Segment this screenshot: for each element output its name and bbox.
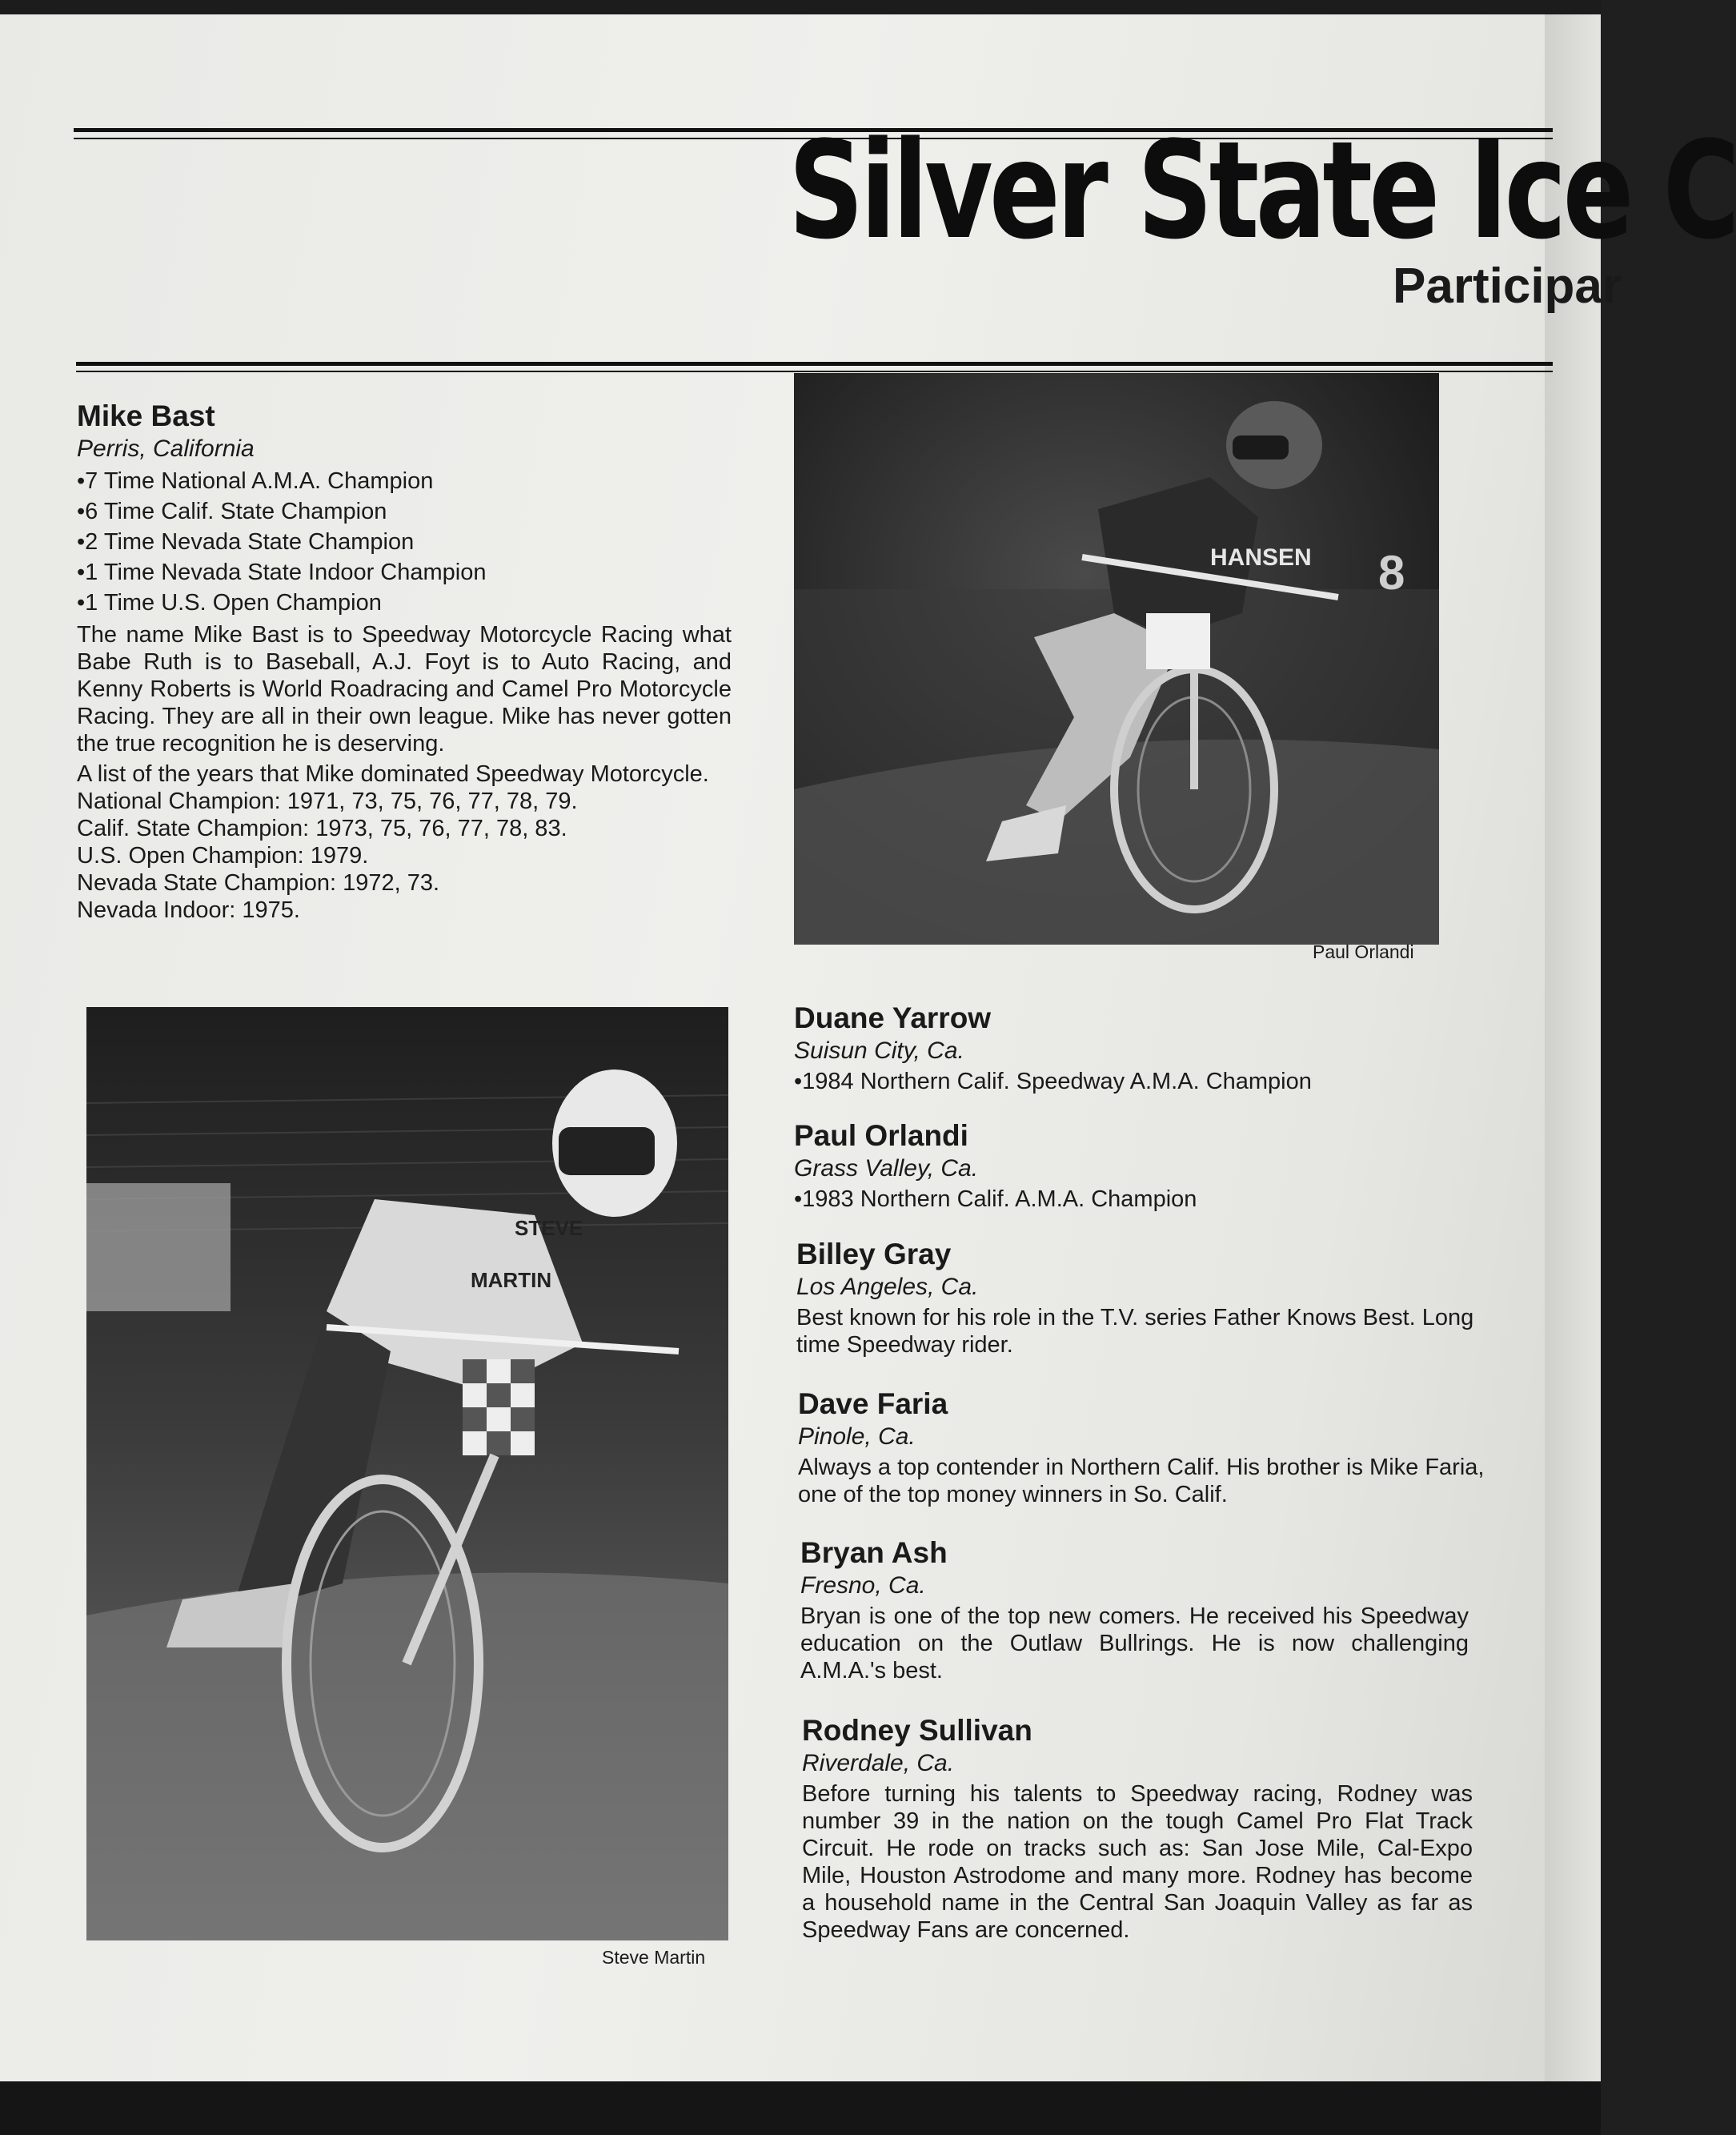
list-item: • 7 Time National A.M.A. Champion <box>77 466 732 496</box>
photo-caption: Paul Orlandi <box>1313 941 1414 962</box>
list-item: National Champion: 1971, 73, 75, 76, 77, 78, 79. <box>77 789 578 814</box>
photo-caption: Steve Martin <box>602 1947 706 1968</box>
rider-mike-bast <box>77 399 732 924</box>
rider-name: Bryan Ash <box>800 1536 948 1569</box>
rider-rodney-sullivan <box>802 1713 1473 1944</box>
rider-hometown: Perris, California <box>77 435 255 462</box>
rider-bio: Best known for his role in the T.V. series Father Knows Best. Long time Speedway rider. <box>796 1305 1474 1358</box>
rider-paul-orlandi <box>794 1118 1490 1214</box>
background-edge-top <box>0 0 1601 14</box>
rider-name: Billey Gray <box>796 1238 952 1270</box>
page-title: Silver State Ice C <box>788 112 1736 269</box>
list-item: Nevada State Champion: 1972, 73. <box>77 870 440 896</box>
checkered-number-plate <box>463 1359 535 1455</box>
years-list <box>77 788 732 924</box>
rider-name: Dave Faria <box>798 1387 948 1420</box>
header-rule-bottom-thin <box>76 371 1553 372</box>
list-item: • 1 Time U.S. Open Champion <box>77 588 732 618</box>
rider-hometown: Suisun City, Ca. <box>794 1037 964 1064</box>
rider-bio: The name Mike Bast is to Speedway Motorcycle Racing what Babe Ruth is to Baseball, A.J. Foyt is to Auto Racing, and Kenny Roberts is World Roadracing and Camel Pro Motorcycle Racing. They are all in their own league. Mike has never gotten the true recognition he is deserving. <box>77 622 732 756</box>
rider-billey-gray <box>796 1237 1485 1358</box>
rider-bryan-ash <box>800 1535 1469 1684</box>
rider-hometown: Los Angeles, Ca. <box>796 1274 979 1300</box>
photo-paul-orlandi <box>794 373 1439 945</box>
background-edge-bottom <box>0 2081 1601 2135</box>
jersey-lettering: MARTIN <box>471 1268 552 1292</box>
years-intro: A list of the years that Mike dominated Speedway Motorcycle. <box>77 761 709 787</box>
rider-name: Rodney Sullivan <box>802 1714 1032 1747</box>
rider-bio: Before turning his talents to Speedway racing, Rodney was number 39 in the nation on the tough Camel Pro Flat Track Circuit. He rode on tracks such as: San Jose Mile, Cal-Expo Mile, Houston Astrodome and many more. Rodney has become a household name in the Central San Joaquin Valley as far as Speedway Fans are concerned. <box>802 1781 1473 1943</box>
rider-dave-faria <box>798 1387 1486 1508</box>
header-rule-bottom <box>76 362 1553 366</box>
rider-bio: Bryan is one of the top new comers. He received his Speedway education on the Outlaw Bullrings. He is now challenging A.M.A.'s best. <box>800 1603 1469 1684</box>
rider-name: Mike Bast <box>77 399 215 432</box>
rider-name: Paul Orlandi <box>794 1119 968 1152</box>
rider-hometown: Pinole, Ca. <box>798 1423 916 1450</box>
photo-steve-martin <box>86 1007 728 1940</box>
list-item: U.S. Open Champion: 1979. <box>77 843 369 869</box>
rider-hometown: Fresno, Ca. <box>800 1572 926 1599</box>
page-subtitle: Participar <box>1393 259 1622 314</box>
rider-hometown: Grass Valley, Ca. <box>794 1155 979 1182</box>
rider-duane-yarrow <box>794 1001 1490 1097</box>
rider-bio: Always a top contender in Northern Calif. His brother is Mike Faria, one of the top money winners in So. Calif. <box>798 1455 1485 1507</box>
rider-name: Duane Yarrow <box>794 1001 992 1034</box>
list-item: Nevada Indoor: 1975. <box>77 897 300 923</box>
list-item: Calif. State Champion: 1973, 75, 76, 77, 78, 83. <box>77 816 567 841</box>
titles-list <box>77 466 732 618</box>
racer-number: 8 <box>1378 546 1405 600</box>
list-item: • 6 Time Calif. State Champion <box>77 496 732 527</box>
jersey-lettering: HANSEN <box>1210 544 1312 571</box>
jersey-lettering: STEVE <box>515 1216 583 1240</box>
list-item: • 2 Time Nevada State Champion <box>77 527 732 557</box>
list-item: • 1983 Northern Calif. A.M.A. Champion <box>794 1184 1490 1214</box>
rider-hometown: Riverdale, Ca. <box>802 1750 955 1776</box>
list-item: • 1984 Northern Calif. Speedway A.M.A. Champion <box>794 1066 1490 1097</box>
list-item: • 1 Time Nevada State Indoor Champion <box>77 557 732 588</box>
